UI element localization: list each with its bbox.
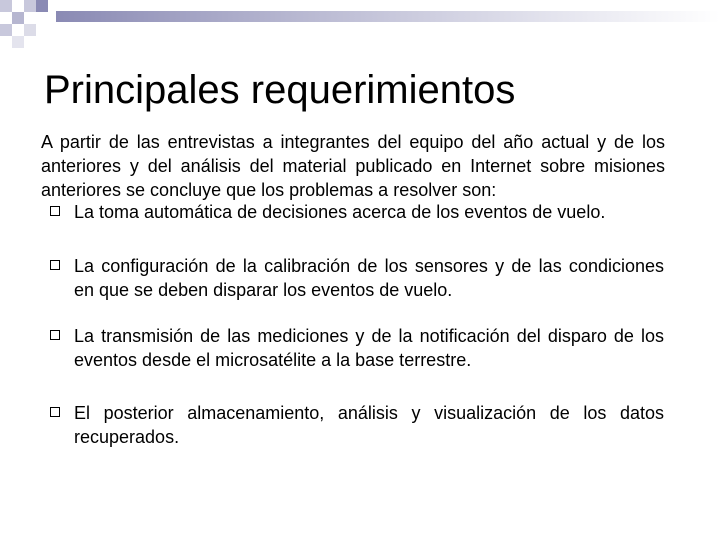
decor-square: [24, 12, 36, 24]
decor-square: [0, 12, 12, 24]
bullet-item: [50, 200, 664, 224]
bullet-item: [50, 401, 664, 449]
slide-title: Principales requerimientos: [44, 68, 516, 112]
decor-square: [12, 24, 24, 36]
bullet-item: [50, 324, 664, 372]
slide-decoration: [0, 0, 720, 50]
decor-square: [24, 0, 36, 12]
square-bullet-icon: [50, 206, 60, 216]
header-gradient-bar: [56, 11, 720, 22]
square-bullet-icon: [50, 330, 60, 340]
bullet-text: La toma automática de decisiones acerca de los eventos de vuelo.: [74, 202, 606, 222]
bullet-text: La configuración de la calibración de los sensores y de las condiciones en que se deben disparar los eventos de vuelo.: [74, 256, 664, 300]
decor-square: [12, 36, 24, 48]
decor-square: [36, 12, 48, 24]
decor-square: [12, 0, 24, 12]
decor-square: [0, 0, 12, 12]
decor-square: [36, 0, 48, 12]
square-bullet-icon: [50, 407, 60, 417]
square-bullet-icon: [50, 260, 60, 270]
bullet-item: [50, 254, 664, 302]
bullet-text: La transmisión de las mediciones y de la notificación del disparo de los eventos desde el microsatélite a la base terrestre.: [74, 326, 664, 370]
bullet-text: El posterior almacenamiento, análisis y visualización de los datos recuperados.: [74, 403, 664, 447]
decor-square: [0, 24, 12, 36]
intro-paragraph: A partir de las entrevistas a integrantes del equipo del año actual y de los anteriores y del análisis del material publicado en Internet sobre misiones anteriores se concluye que los problemas a resolver son:: [41, 132, 665, 200]
decor-square: [12, 12, 24, 24]
decor-square: [24, 24, 36, 36]
